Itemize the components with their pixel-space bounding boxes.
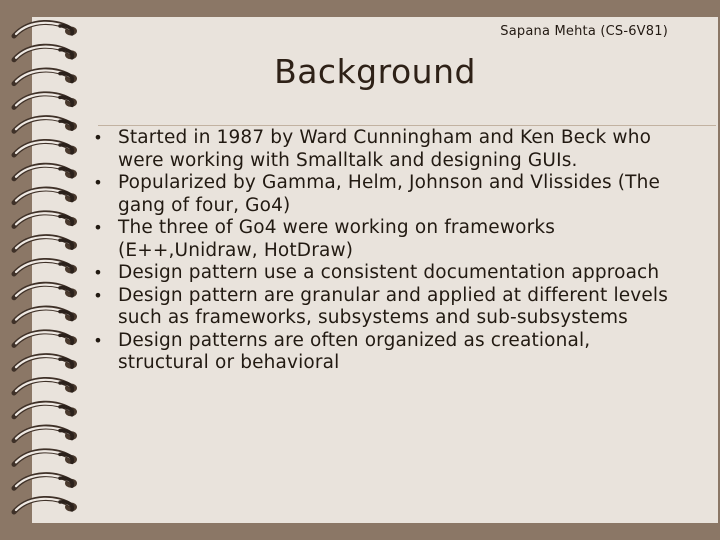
- bullet-text: Started in 1987 by Ward Cunningham and Ken Beck who were working with Smalltalk and designing GUIs.: [118, 127, 652, 171]
- title-divider: [98, 125, 716, 126]
- bullet-text: Design patterns are often organized as creational, structural or behavioral: [118, 329, 591, 373]
- bullet-dot-icon: •: [93, 263, 103, 282]
- bullet-text: Popularized by Gamma, Helm, Johnson and Vlissides (The gang of four, Go4): [118, 172, 661, 216]
- bullet-dot-icon: •: [93, 218, 103, 237]
- bullet-list: [92, 127, 682, 375]
- author-label: Sapana Mehta (CS-6V81): [500, 24, 668, 39]
- bullet-text: Design pattern use a consistent documentation approach: [118, 262, 660, 283]
- bullet-dot-icon: •: [93, 173, 103, 192]
- bullet-dot-icon: •: [93, 285, 103, 305]
- bullet-item: [92, 217, 682, 262]
- bullet-dot-icon: •: [93, 330, 103, 350]
- bullet-item: [92, 262, 682, 285]
- bullet-dot-icon: •: [93, 128, 103, 147]
- slide-title: Background: [274, 52, 476, 91]
- bullet-item: [92, 127, 682, 172]
- bullet-item: [92, 172, 682, 217]
- bullet-text: The three of Go4 were working on frameworks (E++,Unidraw, HotDraw): [118, 217, 555, 261]
- bullet-text: Design pattern are granular and applied at different levels such as frameworks, subsystems and sub-subsystems: [118, 284, 668, 328]
- bullet-item: [92, 330, 682, 375]
- bullet-item: [92, 285, 682, 330]
